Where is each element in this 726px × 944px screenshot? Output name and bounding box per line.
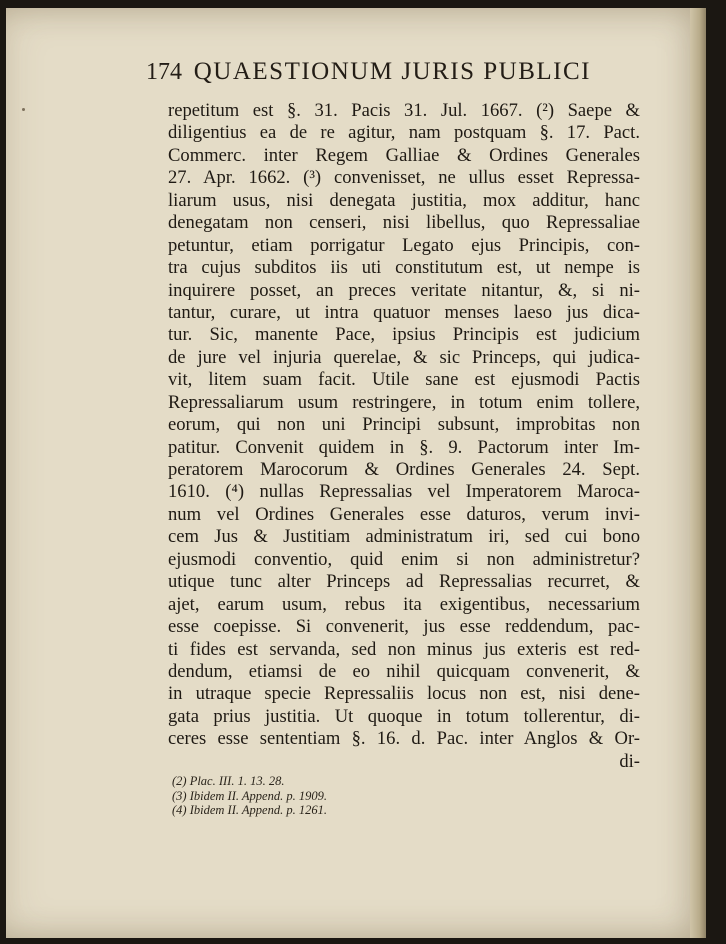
text-line: de jure vel injuria querelae, & sic Princeps, qui judica- <box>168 346 640 368</box>
text-line: gata prius justitia. Ut quoque in totum tollerentur, di- <box>168 705 640 727</box>
page-edge <box>690 8 706 938</box>
text-line: ajet, earum usum, rebus ita exigentibus, necessarium <box>168 593 640 615</box>
footnote: (4) Ibidem II. Append. p. 1261. <box>172 803 327 817</box>
text-line: esse coepisse. Si convenerit, jus esse reddendum, pac- <box>168 616 640 638</box>
text-line: Commerc. inter Regem Galliae & Ordines Generales <box>168 144 640 166</box>
text-line: 27. Apr. 1662. (³) convenisset, ne ullus esset Repressa- <box>168 167 640 189</box>
text-line: 1610. (⁴) nullas Repressalias vel Imperatorem Maroca- <box>168 481 640 503</box>
text-line: peratorem Marocorum & Ordines Generales 24. Sept. <box>168 459 640 480</box>
text-line: tantur, curare, ut intra quatuor menses laeso jus dica- <box>168 301 640 323</box>
body-text <box>168 100 640 773</box>
text-line: tra cujus subditos iis uti constitutum est, ut nempe is <box>168 257 640 279</box>
book-page <box>6 8 706 938</box>
text-line: ceres esse sententiam §. 16. d. Pac. inter Anglos & Or- <box>168 728 640 750</box>
text-line: ti fides est servanda, sed non minus jus exteris est red- <box>168 638 640 660</box>
text-line: Repressaliarum usum restringere, in totum enim tollere, <box>168 391 640 413</box>
text-line: denegatam non censeri, nisi libellus, quo Repressaliae <box>168 212 640 234</box>
text-line: tur. Sic, manente Pace, ipsius Principis est judicium <box>168 324 640 346</box>
text-line: ejusmodi conventio, quid enim si non administretur? <box>168 548 640 570</box>
footnotes <box>172 774 472 818</box>
text-line: patitur. Convenit quidem in §. 9. Pactorum inter Im- <box>168 436 640 458</box>
running-title: QUAESTIONUM JURIS PUBLICI <box>193 58 591 85</box>
text-line: petuntur, etiam porrigatur Legato ejus Principis, con- <box>168 234 640 256</box>
paper-stain <box>22 108 25 111</box>
text-line: eorum, qui non uni Principi subsunt, improbitas non <box>168 414 640 436</box>
text-line: dendum, etiamsi de eo nihil quicquam convenerit, & <box>168 660 640 682</box>
catchword-line: di- <box>619 750 640 772</box>
footnote: (3) Ibidem II. Append. p. 1909. <box>172 788 327 803</box>
text-line: in utraque specie Repressaliis locus non est, nisi dene- <box>168 683 640 705</box>
text-line: repetitum est §. 31. Pacis 31. Jul. 1667. (²) Saepe & <box>168 100 640 121</box>
text-line: diligentius ea de re agitur, nam postquam §. 17. Pact. <box>168 122 640 144</box>
text-line: liarum usus, nisi denegata justitia, mox additur, hanc <box>168 189 640 211</box>
text-line: num vel Ordines Generales esse daturos, verum invi- <box>168 503 640 525</box>
footnote: (2) Plac. III. 1. 13. 28. <box>172 774 285 788</box>
text-line: utique tunc alter Princeps ad Repressalias recurret, & <box>168 571 640 593</box>
text-line: cem Jus & Justitiam administratum iri, sed cui bono <box>168 526 640 548</box>
running-header <box>146 58 636 98</box>
page-number: 174 <box>146 59 182 85</box>
text-line: inquirere posset, an preces veritate nitantur, &, si ni- <box>168 279 640 301</box>
text-line: vit, litem suam facit. Utile sane est ejusmodi Pactis <box>168 369 640 391</box>
